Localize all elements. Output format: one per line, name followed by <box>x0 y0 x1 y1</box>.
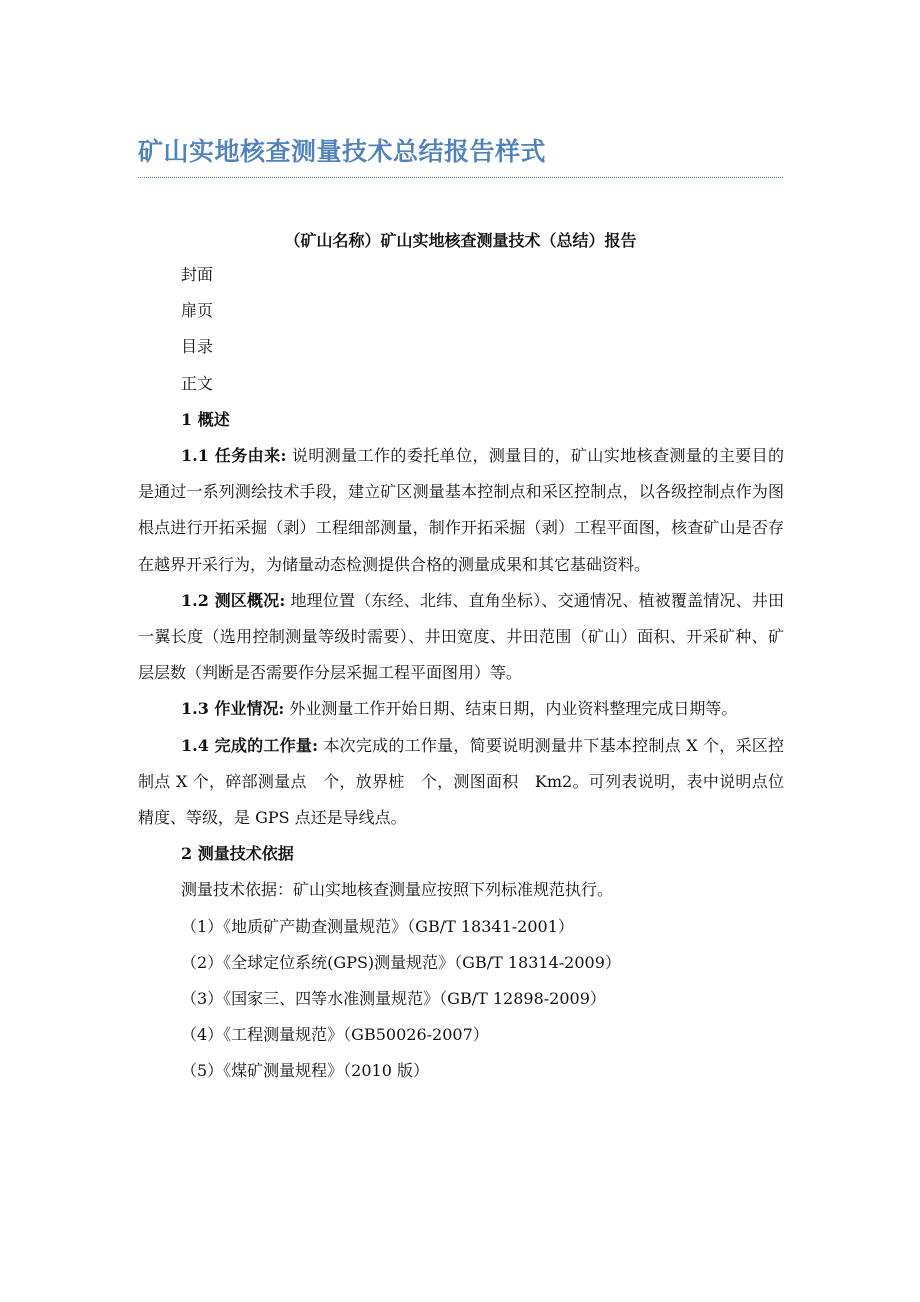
section-2-heading-text: 2 测量技术依据 <box>181 844 294 864</box>
paragraph-1-3-label: 1.3 作业情况: <box>181 699 285 719</box>
section-2-intro: 测量技术依据：矿山实地核查测量应按照下列标准规范执行。 <box>181 880 614 900</box>
toc-item-contents: 目录 <box>181 337 214 357</box>
paragraph-1-3-text: 外业测量工作开始日期、结束日期，内业资料整理完成日期等。 <box>284 699 738 719</box>
reference-item: （1）《地质矿产勘查测量规范》（GB/T 18341-2001） <box>181 916 574 936</box>
reference-item: （5）《煤矿测量规程》（2010 版） <box>181 1061 429 1081</box>
paragraph-1-2 <box>138 583 784 692</box>
toc-item-title-page: 扉页 <box>181 301 214 321</box>
paragraph-1-3 <box>138 691 784 727</box>
paragraph-1-1 <box>138 438 784 583</box>
reference-item: （3）《国家三、四等水准测量规范》（GB/T 12898-2009） <box>181 989 606 1009</box>
section-1-heading <box>138 402 784 438</box>
paragraph-1-2-text: 地理位置（东经、北纬、直角坐标）、交通情况、植被覆盖情况、井田一翼长度（选用控制测量等级时需要）、井田宽度、井田范围（矿山）面积、开采矿种、矿层层数（判断是否需要作分层采掘工程平面图用）等。 <box>138 590 784 683</box>
paragraph-1-4 <box>138 728 784 837</box>
section-2-heading <box>138 836 784 872</box>
paragraph-1-1-text: 说明测量工作的委托单位，测量目的，矿山实地核查测量的主要目的是通过一系列测绘技术手段，建立矿区测量基本控制点和采区控制点，以各级控制点作为图根点进行开拓采掘（剥）工程细部测量，制作开拓采掘（剥）工程平面图，核查矿山是否存在越界开采行为，为储量动态检测提供合格的测量成果和其它基础资料。 <box>138 446 784 574</box>
paragraph-1-1-label: 1.1 任务由来: <box>181 446 287 466</box>
reference-item: （2）《全球定位系统(GPS)测量规范》（GB/T 18314-2009） <box>181 952 621 972</box>
section-1-heading-text: 1 概述 <box>181 409 230 429</box>
page-title: 矿山实地核查测量技术总结报告样式 <box>138 137 547 166</box>
paragraph-1-2-label: 1.2 测区概况: <box>181 590 286 610</box>
reference-item: （4）《工程测量规范》（GB50026-2007） <box>181 1025 489 1045</box>
paragraph-1-4-text: 本次完成的工作量，简要说明测量井下基本控制点 X 个，采区控制点 X 个，碎部测量点 个，放界桩 个，测图面积 Km2。可列表说明，表中说明点位精度、等级，是 GPS 点还是导线点。 <box>138 735 784 828</box>
document-body <box>138 257 784 1090</box>
title-divider <box>138 177 783 178</box>
paragraph-1-4-label: 1.4 完成的工作量: <box>181 735 319 755</box>
toc-item-main-text: 正文 <box>181 373 214 393</box>
toc-item-cover: 封面 <box>181 265 214 284</box>
report-title: （矿山名称）矿山实地核查测量技术（总结）报告 <box>284 231 637 250</box>
